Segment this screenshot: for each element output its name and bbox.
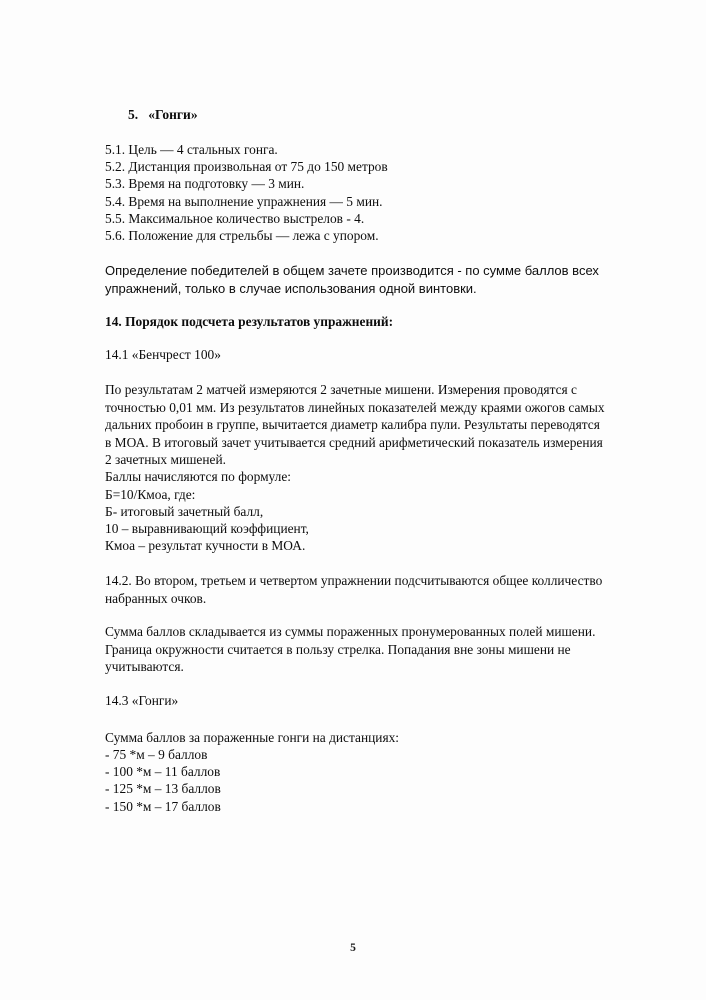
- list-item: 5.1. Цель — 4 стальных гонга.: [105, 142, 278, 157]
- gong-score-item: - 100 *м – 11 баллов: [105, 764, 221, 780]
- page-content: [105, 106, 605, 815]
- section-14-2-note: Сумма баллов складывается из суммы пораженных пронумерованных полей мишени. Граница окружности считается в пользу стрелка. Попадания вне зоны мишени не учитываются.: [105, 624, 596, 675]
- formula-line: Б=10/Кмоа, где:: [105, 486, 196, 502]
- gong-scores-block: [105, 729, 605, 815]
- spacer: [105, 607, 605, 623]
- page-number: 5: [350, 942, 356, 954]
- list-item: 5.5. Максимальное количество выстрелов - 4.: [105, 210, 365, 226]
- list-item: 5.4. Время на выполнение упражнения — 5 мин.: [105, 193, 383, 209]
- section-5-heading: 5. «Гонги»: [128, 107, 198, 122]
- spacer: [105, 330, 605, 346]
- section-14-1-title: 14.1 «Бенчрест 100»: [105, 347, 221, 363]
- formula-line: 10 – выравнивающий коэффициент,: [105, 521, 309, 537]
- spacer: [105, 244, 605, 262]
- list-item: 5.2. Дистанция произвольная от 75 до 150 метров: [105, 159, 388, 175]
- gong-scores-intro: Сумма баллов за пораженные гонги на дистанциях:: [105, 729, 400, 745]
- spacer: [105, 123, 605, 141]
- spacer: [105, 297, 605, 313]
- section-14-2-paragraph: 14.2. Во втором, третьем и четвертом упражнении подсчитываются общее колличество набранных очков.: [105, 573, 603, 606]
- formula-block: [105, 468, 605, 554]
- section-14-1-paragraph: По результатам 2 матчей измеряются 2 зачетные мишени. Измерения проводятся с точностью 0,01 мм. Из результатов линейных показателей между краями ожогов самых дальних пробоин в группе, вычитается диаметр калибра пули. Результаты переводятся в МОА. В итоговый зачет учитывается средний арифметический показатель измерения 2 зачетных мишеней.: [105, 382, 605, 468]
- gong-score-item: - 150 *м – 17 баллов: [105, 798, 221, 814]
- formula-line: Кмоа – результат кучности в МОА.: [105, 538, 306, 554]
- spacer: [105, 363, 605, 381]
- list-item: 5.6. Положение для стрельбы — лежа с упором.: [105, 228, 379, 244]
- section-5-list: [105, 141, 605, 244]
- section-14-3-title: 14.3 «Гонги»: [105, 692, 179, 708]
- list-item: 5.3. Время на подготовку — 3 мин.: [105, 176, 305, 192]
- formula-line: Баллы начисляются по формуле:: [105, 469, 292, 485]
- gong-score-item: - 75 *м – 9 баллов: [105, 746, 208, 762]
- gong-score-item: - 125 *м – 13 баллов: [105, 781, 221, 797]
- spacer: [105, 554, 605, 572]
- formula-line: Б- итоговый зачетный балл,: [105, 503, 264, 519]
- section-14-heading: 14. Порядок подсчета результатов упражнений:: [105, 314, 394, 330]
- spacer: [105, 676, 605, 692]
- spacer: [105, 709, 605, 729]
- winners-determination-paragraph: Определение победителей в общем зачете производится - по сумме баллов всех упражнений, только в случае использования одной винтовки.: [105, 263, 599, 296]
